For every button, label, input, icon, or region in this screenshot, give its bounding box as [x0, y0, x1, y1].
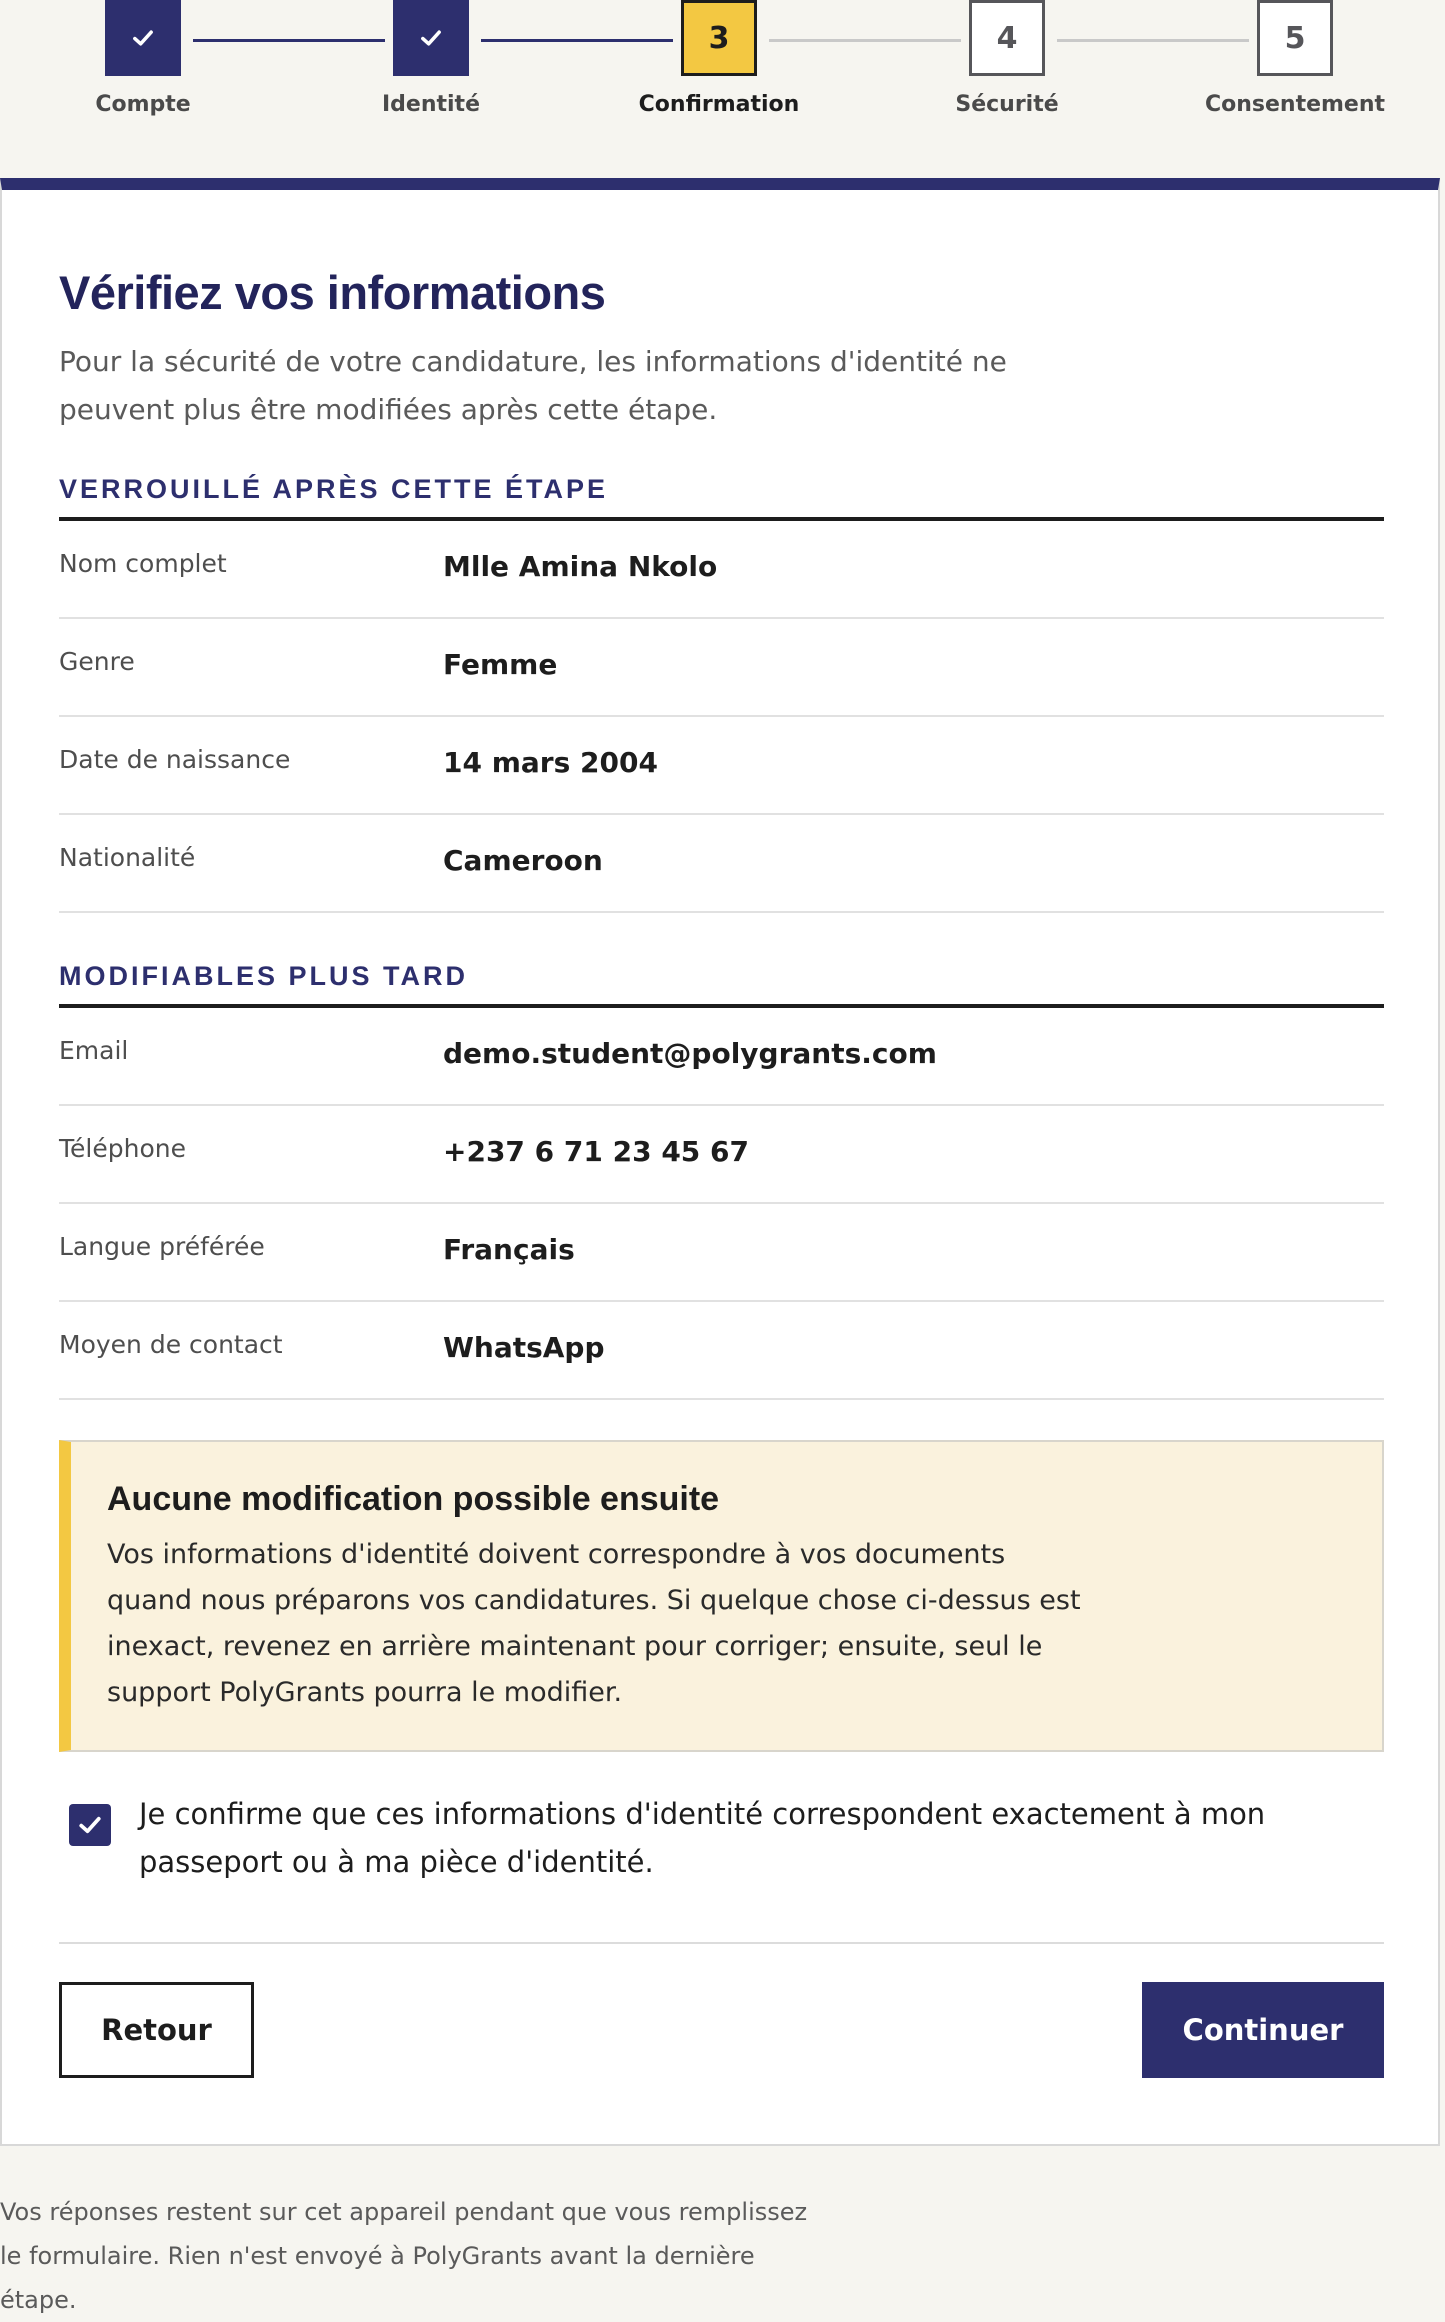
identity-confirmation — [59, 1790, 1384, 1890]
info-row-birthdate — [59, 717, 1384, 815]
step-marker: 5 — [1257, 0, 1333, 76]
page-subtitle: Pour la sécurité de votre candidature, les informations d'identité ne peuvent plus être modifiées après cette étape. — [59, 345, 1007, 426]
row-label: Genre — [59, 647, 135, 676]
row-label: Email — [59, 1036, 129, 1065]
notice-title: Aucune modification possible ensuite — [107, 1480, 720, 1518]
step-securite — [857, 0, 1157, 117]
row-label: Nom complet — [59, 549, 227, 578]
locked-section-heading: VERROUILLÉ APRÈS CETTE ÉTAPE — [59, 474, 609, 504]
check-icon — [129, 24, 157, 52]
info-row-contact-method — [59, 1302, 1384, 1400]
step-label: Consentement — [1204, 92, 1386, 117]
actions-divider — [59, 1942, 1384, 1944]
notice-body: Vos informations d'identité doivent correspondre à vos documents quand nous préparons vos candidatures. Si quelque chose ci-dessus est inexact, revenez en arrière maintenant pour corriger; ensuite, seul le support PolyGrants pourra le modifier. — [107, 1539, 1081, 1708]
row-value: Cameroon — [443, 844, 603, 877]
row-label: Moyen de contact — [59, 1330, 283, 1359]
confirm-checkbox[interactable] — [69, 1804, 111, 1846]
confirm-checkbox-label[interactable]: Je confirme que ces informations d'identité correspondent exactement à mon passeport ou à ma pièce d'identité. — [139, 1797, 1266, 1879]
page-title: Vérifiez vos informations — [59, 266, 606, 319]
row-label: Nationalité — [59, 843, 196, 872]
check-icon — [75, 1810, 105, 1840]
step-label: Identité — [381, 92, 480, 117]
step-marker — [393, 0, 469, 76]
review-card — [0, 178, 1440, 2146]
warning-notice — [59, 1440, 1384, 1752]
step-label: Confirmation — [638, 92, 800, 117]
step-marker: 4 — [969, 0, 1045, 76]
row-value: Mlle Amina Nkolo — [443, 550, 718, 583]
info-row-email — [59, 1008, 1384, 1106]
row-label: Date de naissance — [59, 745, 291, 774]
progress-stepper — [0, 0, 1440, 130]
step-compte[interactable] — [0, 0, 293, 117]
step-marker: 3 — [681, 0, 757, 76]
row-value: Français — [443, 1233, 575, 1266]
step-label: Compte — [95, 92, 191, 117]
row-value: 14 mars 2004 — [443, 746, 658, 779]
info-row-gender — [59, 619, 1384, 717]
footer-note: Vos réponses restent sur cet appareil pendant que vous remplissez le formulaire. Rien n'est envoyé à PolyGrants avant la dernière étape. — [0, 2198, 808, 2314]
info-row-full-name — [59, 521, 1384, 619]
step-marker — [105, 0, 181, 76]
back-button[interactable]: Retour — [59, 1982, 254, 2078]
step-confirmation — [569, 0, 869, 117]
row-value: Femme — [443, 648, 558, 681]
row-value: demo.student@polygrants.com — [443, 1037, 937, 1070]
step-consentement — [1145, 0, 1445, 117]
info-row-nationality — [59, 815, 1384, 913]
row-label: Téléphone — [59, 1134, 186, 1163]
check-icon — [417, 24, 445, 52]
row-value: +237 6 71 23 45 67 — [443, 1135, 749, 1168]
step-label: Sécurité — [955, 92, 1059, 117]
row-value: WhatsApp — [443, 1331, 605, 1364]
info-row-phone — [59, 1106, 1384, 1204]
continue-button[interactable]: Continuer — [1142, 1982, 1384, 2078]
info-row-language — [59, 1204, 1384, 1302]
editable-section-heading: MODIFIABLES PLUS TARD — [59, 961, 468, 991]
row-label: Langue préférée — [59, 1232, 265, 1261]
step-identite[interactable] — [281, 0, 581, 117]
